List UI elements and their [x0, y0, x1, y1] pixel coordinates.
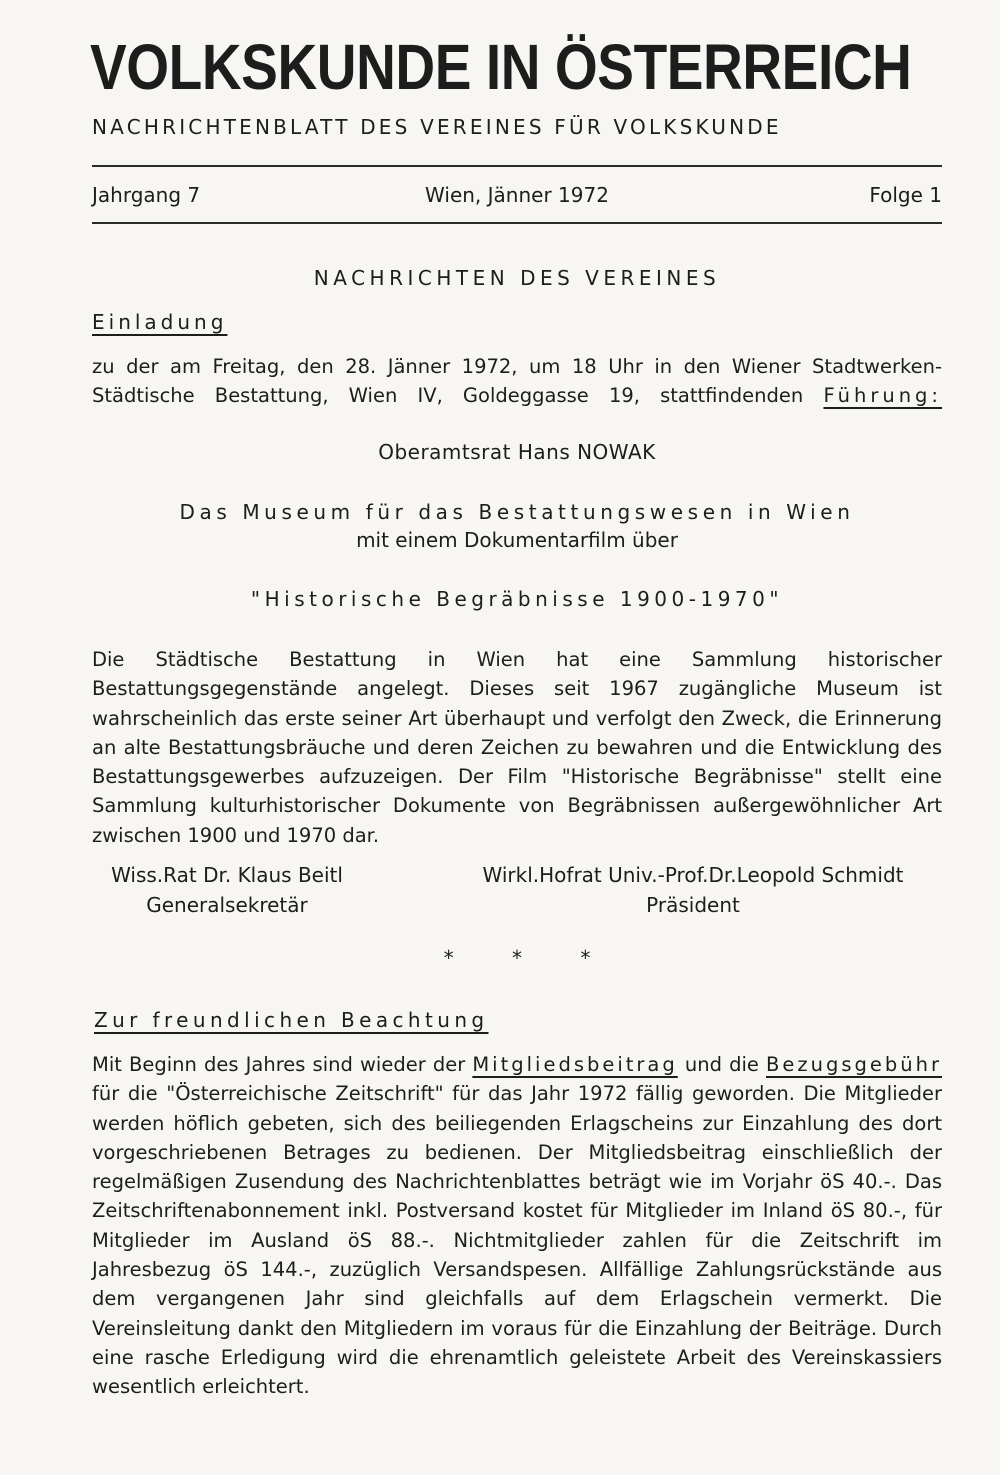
signature-right-name: Wirkl.Hofrat Univ.-Prof.Dr.Leopold Schmidt — [482, 863, 904, 887]
place-date: Wien, Jänner 1972 — [425, 183, 609, 207]
invitation-intro-text: zu der am Freitag, den 28. Jänner 1972, um 18 Uhr in den Wiener Stadtwerken-Städtische Bestattung, Wien IV, Goldeggasse 19, stattfindenden — [92, 355, 942, 408]
notice-body — [92, 1050, 942, 1402]
issue-info-row — [92, 180, 942, 210]
issue-number: Folge 1 — [869, 183, 942, 207]
topic-line-1: Das Museum für das Bestattungswesen in Wien — [179, 500, 855, 524]
speaker-line: Oberamtsrat Hans NOWAK — [378, 440, 656, 464]
section-separator — [92, 946, 942, 970]
signature-left-role: Generalsekretär — [146, 893, 308, 917]
topic-line-2: mit einem Dokumentarfilm über — [356, 528, 678, 552]
volume-label: Jahrgang 7 — [92, 183, 201, 207]
subscription-fee-term: Bezugsgebühr — [765, 1053, 942, 1076]
separator-star: * — [512, 946, 522, 970]
signature-left — [92, 860, 362, 920]
section-title: NACHRICHTEN DES VEREINES — [313, 266, 721, 290]
top-rule — [92, 165, 942, 167]
invitation-intro — [92, 352, 942, 411]
notice-text-2: und die — [684, 1053, 759, 1076]
signature-left-name: Wiss.Rat Dr. Klaus Beitl — [111, 863, 343, 887]
notice-text-3: für die "Österreichische Zeitschrift" für das Jahr 1972 fällig geworden. Die Mitglieder werden höflich gebeten, sich des beiliegenden Erlagscheins zur Einzahlung des dort vorgeschriebenen Betrages zu bedienen. Der Mitgliedsbeitrag einschließlich der regelmäßigen Zusendung des Nachrichtenblattes beträgt wie im Vorjahr öS 40.-. Das Zeitschriftenabonnement inkl. Postversand kostet für Mitglieder im Inland öS 80.-, für Mitglieder im Ausland öS 88.-. Nichtmitglieder zahlen für die Zeitschrift im Jahresbezug öS 144.-, zuzüglich Versandspesen. Allfällige Zahlungsrückstände aus dem vergangenen Jahr sind gleichfalls auf dem Erlagschein vermerkt. Die Vereinsleitung dankt den Mitgliedern im voraus für die Einzahlung der Beiträge. Durch eine rasche Erledigung wird die ehrenamtlich geleistete Arbeit des Vereinskassiers wesentlich erleichtert. — [92, 1082, 942, 1399]
signature-right-role: Präsident — [646, 893, 740, 917]
tour-label: Führung: — [823, 384, 943, 408]
notice-text-1: Mit Beginn des Jahres sind wieder der — [92, 1053, 466, 1076]
notice-heading: Zur freundlichen Beachtung — [94, 1008, 489, 1032]
invitation-heading: Einladung — [92, 310, 228, 334]
separator-star: * — [443, 946, 454, 970]
invitation-description: Die Städtische Bestattung in Wien hat eine Sammlung historischer Bestattungsgegenstände angelegt. Dieses seit 1967 zugängliche Museum ist wahrscheinlich das erste seiner Art überhaupt und verfolgt den Zweck, die Erinnerung an alte Bestattungsbräuche und deren Zeichen zu bewahren und die Entwicklung des Bestattungsgewerbes aufzuzeigen. Der Film "Historische Begräbnisse" stellt eine Sammlung kulturhistorischer Dokumente von Begräbnissen außergewöhnlicher Art zwischen 1900 und 1970 dar. — [92, 648, 942, 847]
masthead-title: VOLKSKUNDE IN ÖSTERREICH — [90, 31, 912, 103]
signature-right — [444, 860, 942, 920]
bottom-rule — [92, 222, 942, 224]
membership-fee-term: Mitgliedsbeitrag — [472, 1053, 678, 1076]
masthead-subtitle: NACHRICHTENBLATT DES VEREINES FÜR VOLKSKUNDE — [92, 115, 782, 139]
separator-star: * — [580, 946, 591, 970]
film-title: "Historische Begräbnisse 1900-1970" — [250, 587, 784, 611]
